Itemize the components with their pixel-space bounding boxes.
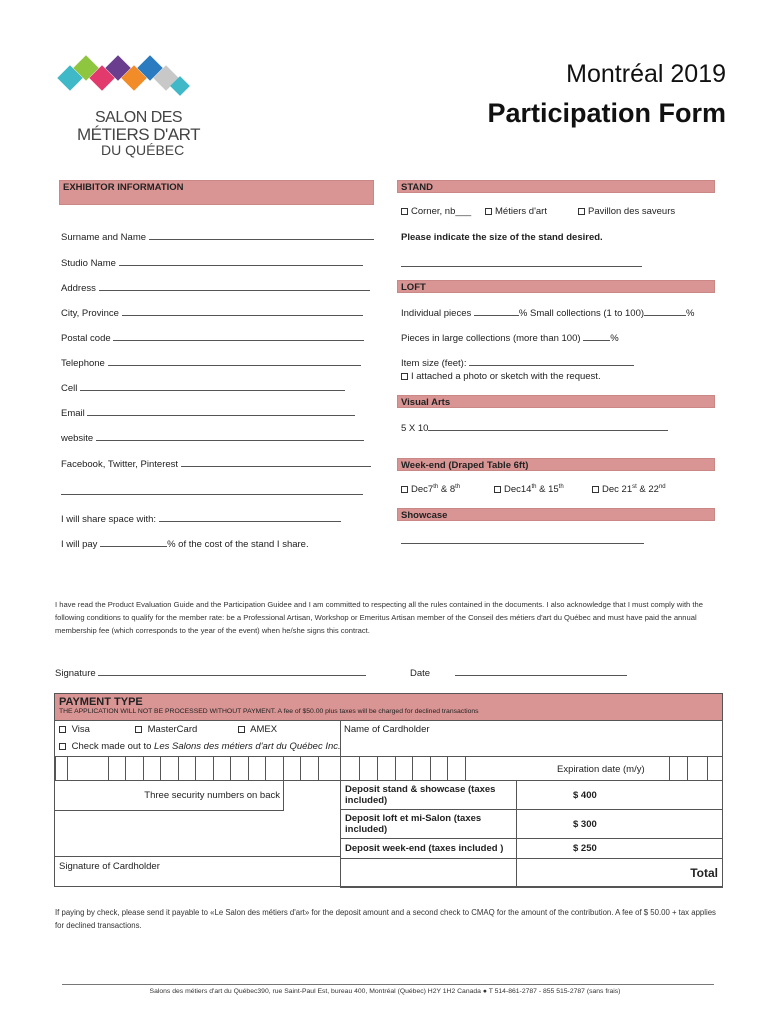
field-label: Cell: [61, 383, 78, 394]
table-row: [341, 781, 723, 810]
checkbox-icon: [59, 743, 66, 750]
social-field[interactable]: [61, 459, 371, 470]
field-label: 5 X 10: [401, 423, 429, 434]
logo-line-3: DU QUÉBEC: [101, 142, 185, 158]
field-label: I will share space with:: [61, 514, 157, 525]
checkbox-icon: [592, 486, 599, 493]
deposits-table: [340, 780, 723, 888]
exhibitor-section-title: EXHIBITOR INFORMATION: [63, 182, 184, 193]
page-subtitle: Participation Form: [487, 98, 726, 128]
card-digit-box[interactable]: [213, 757, 214, 781]
field-label: I will pay: [61, 539, 98, 550]
option-label: Métiers d'art: [495, 206, 547, 217]
option-label: MasterCard: [147, 724, 198, 735]
field-label: Signature: [55, 668, 96, 679]
city-field[interactable]: [61, 308, 363, 319]
option-sup: th: [433, 484, 439, 490]
expiration-label: Expiration date (m/y): [557, 764, 645, 775]
showcase-section-title: Showcase: [401, 510, 448, 521]
item-size-field[interactable]: [401, 358, 634, 369]
option-label: & 8: [438, 484, 456, 496]
deposit-label: Deposit loft et mi-Salon (taxes included): [341, 810, 517, 839]
checkbox-icon: [494, 486, 501, 493]
weekend-section-bar: [397, 458, 715, 471]
deposit-label: Deposit week-end (taxes included ): [341, 839, 517, 859]
page-title: Montréal 2019: [566, 60, 726, 88]
option-label: & 22: [636, 484, 659, 496]
date-field[interactable]: [410, 668, 627, 679]
check-note: If paying by check, please send it payable to «Le Salon des métiers d'art» for the deposit amount and a second check to CMAQ for the amount of the contribution. A fee of $ 50.00 + tax applies for declined transactions.: [55, 908, 716, 930]
card-digit-box[interactable]: [447, 757, 448, 781]
card-digit-box[interactable]: [359, 757, 360, 781]
weekend-option-2[interactable]: [494, 484, 564, 495]
option-label: Check made out to: [71, 741, 152, 752]
visa-checkbox[interactable]: [59, 724, 90, 735]
stand-size-field[interactable]: [401, 259, 642, 267]
deposit-amount: $ 250: [517, 839, 723, 859]
visual-arts-section-title: Visual Arts: [401, 397, 451, 408]
deposit-amount: $ 400: [517, 781, 723, 810]
cardholder-name-label: Name of Cardholder: [344, 724, 430, 735]
card-digit-box[interactable]: [377, 757, 378, 781]
cardholder-signature-label: Signature of Cardholder: [59, 861, 160, 872]
card-digit-box[interactable]: [318, 757, 319, 781]
amex-checkbox[interactable]: [238, 724, 277, 735]
surname-field[interactable]: [61, 232, 374, 243]
security-input[interactable]: [284, 781, 340, 811]
loft-section-title: LOFT: [401, 282, 426, 293]
visual-arts-section-bar: [397, 395, 715, 408]
field-label: Surname and Name: [61, 232, 147, 243]
loft-pieces-field[interactable]: Individual pieces % Small collections (1 to 100) %: [401, 308, 695, 319]
stand-size-prompt: Please indicate the size of the stand desired.: [401, 232, 603, 243]
checkbox-icon: [485, 208, 492, 215]
option-label: I attached a photo or sketch with the request.: [411, 371, 601, 382]
field-label: Individual pieces: [401, 308, 472, 319]
field-label: Telephone: [61, 358, 105, 369]
showcase-section-bar: [397, 508, 715, 521]
security-cell[interactable]: [55, 781, 284, 811]
weekend-option-1[interactable]: [401, 484, 460, 495]
option-label: AMEX: [250, 724, 278, 735]
card-digit-box[interactable]: [160, 757, 161, 781]
option-label: Dec14: [504, 484, 532, 496]
total-cell[interactable]: [517, 859, 723, 888]
expiration-digit-box[interactable]: [669, 757, 670, 781]
field-label: Facebook, Twitter, Pinterest: [61, 459, 179, 470]
security-label: Three security numbers on back: [144, 790, 280, 801]
checkbox-icon: [401, 373, 408, 380]
field-suffix: % of the cost of the stand I share.: [167, 539, 309, 550]
card-digit-box[interactable]: [67, 757, 68, 781]
attached-checkbox[interactable]: [401, 371, 601, 382]
field-label: Email: [61, 408, 85, 419]
option-sup: th: [558, 484, 564, 490]
field-label: website: [61, 433, 94, 444]
expiration-digit-box[interactable]: [707, 757, 708, 781]
option-label: Corner, nb___: [411, 206, 472, 217]
postal-code-field[interactable]: [61, 333, 364, 344]
card-digit-box[interactable]: [395, 757, 396, 781]
table-row: [341, 839, 723, 859]
card-digit-box[interactable]: [430, 757, 431, 781]
email-field[interactable]: [61, 408, 355, 419]
exhibitor-section-bar: [59, 180, 374, 205]
will-pay-field[interactable]: [61, 539, 309, 550]
card-digit-box[interactable]: [283, 757, 284, 781]
card-digit-box[interactable]: [248, 757, 249, 781]
visual-arts-field[interactable]: [401, 423, 668, 434]
option-sup: th: [531, 484, 537, 490]
deposit-amount: $ 300: [517, 810, 723, 839]
field-label: Studio Name: [61, 258, 116, 269]
option-sup: nd: [658, 484, 666, 490]
card-digit-box[interactable]: [55, 757, 56, 781]
footer-divider: [62, 984, 714, 985]
logo-line-1: SALON DES: [95, 109, 183, 126]
option-label: & 15: [536, 484, 559, 496]
checkbox-icon: [238, 726, 245, 733]
option-label: Dec 21: [602, 484, 633, 496]
stand-option-corner[interactable]: [401, 206, 471, 217]
stand-option-pavillon[interactable]: [578, 206, 675, 217]
weekend-option-3[interactable]: [592, 484, 666, 495]
logo-mosaic: [55, 55, 205, 105]
mastercard-checkbox[interactable]: [135, 724, 197, 735]
logo: [55, 55, 205, 170]
payment-title: PAYMENT TYPE: [59, 696, 143, 708]
checkbox-icon: [401, 486, 408, 493]
stand-section-title: STAND: [401, 182, 434, 193]
card-digit-box[interactable]: [195, 757, 196, 781]
telephone-field[interactable]: [61, 358, 361, 369]
field-label: Address: [61, 283, 96, 294]
payment-notice: THE APPLICATION WILL NOT BE PROCESSED WITHOUT PAYMENT. A fee of $50.00 plus taxes will be charged for declined transactions: [59, 708, 479, 715]
checkbox-icon: [578, 208, 585, 215]
card-digit-box[interactable]: [265, 757, 266, 781]
checkbox-icon: [135, 726, 142, 733]
card-digit-box[interactable]: [125, 757, 126, 781]
field-label: City, Province: [61, 308, 119, 319]
card-digit-box[interactable]: [178, 757, 179, 781]
total-label: Total: [690, 866, 718, 880]
card-digit-box[interactable]: [230, 757, 231, 781]
option-label: Pavillon des saveurs: [588, 206, 676, 217]
logo-line-2: MÉTIERS D'ART: [77, 125, 201, 144]
total-blank: [341, 859, 517, 888]
card-digit-box[interactable]: [143, 757, 144, 781]
payment-section: [54, 693, 723, 887]
card-digit-box[interactable]: [300, 757, 301, 781]
table-row: [341, 810, 723, 839]
cell-field[interactable]: [61, 383, 345, 394]
checkbox-icon: [59, 726, 66, 733]
check-checkbox[interactable]: [59, 741, 341, 752]
signature-field[interactable]: [55, 668, 366, 679]
field-label: Pieces in large collections (more than 100): [401, 333, 581, 344]
field-label: % Small collections (1 to 100): [518, 308, 645, 319]
share-space-field[interactable]: [61, 514, 341, 525]
option-sup: st: [632, 484, 637, 490]
expiration-digit-box[interactable]: [687, 757, 688, 781]
address-field[interactable]: [61, 283, 370, 294]
option-label: Visa: [71, 724, 90, 735]
payment-header: [55, 694, 722, 721]
agreement-text: I have read the Product Evaluation Guide and the Participation Guidee and I am committed to respecting all the rules contained in the documents. I also acknowledge that I must comply with the following conditions to qualify for the member rate: be a Professional Artisan, Workshop or Emeritus Artisan member of the Conseil des métiers d'art du Québec and must have paid the annual membership fee (which corresponds to the year of the event) when he/she signs this contract.: [55, 600, 703, 635]
check-payee: Les Salons des métiers d'art du Québec Inc.: [154, 741, 341, 752]
card-digit-box[interactable]: [108, 757, 109, 781]
card-digit-box[interactable]: [412, 757, 413, 781]
stand-section-bar: [397, 180, 715, 193]
stand-option-metiers[interactable]: [485, 206, 547, 217]
field-label: Item size (feet):: [401, 358, 467, 369]
footer-text: Salons des métiers d'art du Québec390, rue Saint-Paul Est, bureau 400, Montréal (Québec) H2Y 1H2 Canada ● T 514-861-2787 - 855 515-2787 (sans frais): [149, 988, 621, 995]
card-digit-box[interactable]: [340, 757, 341, 781]
option-label: Dec7: [411, 484, 434, 496]
showcase-field[interactable]: [401, 536, 644, 544]
checkbox-icon: [401, 208, 408, 215]
loft-large-field[interactable]: Pieces in large collections (more than 100) %: [401, 333, 619, 344]
extra-field[interactable]: [61, 487, 363, 495]
card-digit-box[interactable]: [465, 757, 466, 781]
field-label: Date: [410, 668, 431, 679]
website-field[interactable]: [61, 433, 364, 444]
field-label: Postal code: [61, 333, 111, 344]
loft-section-bar: [397, 280, 715, 293]
weekend-section-title: Week-end (Draped Table 6ft): [401, 460, 529, 471]
table-row: [341, 859, 723, 888]
deposit-label: Deposit stand & showcase (taxes included): [341, 781, 517, 810]
studio-name-field[interactable]: [61, 258, 363, 269]
option-sup: th: [455, 484, 461, 490]
